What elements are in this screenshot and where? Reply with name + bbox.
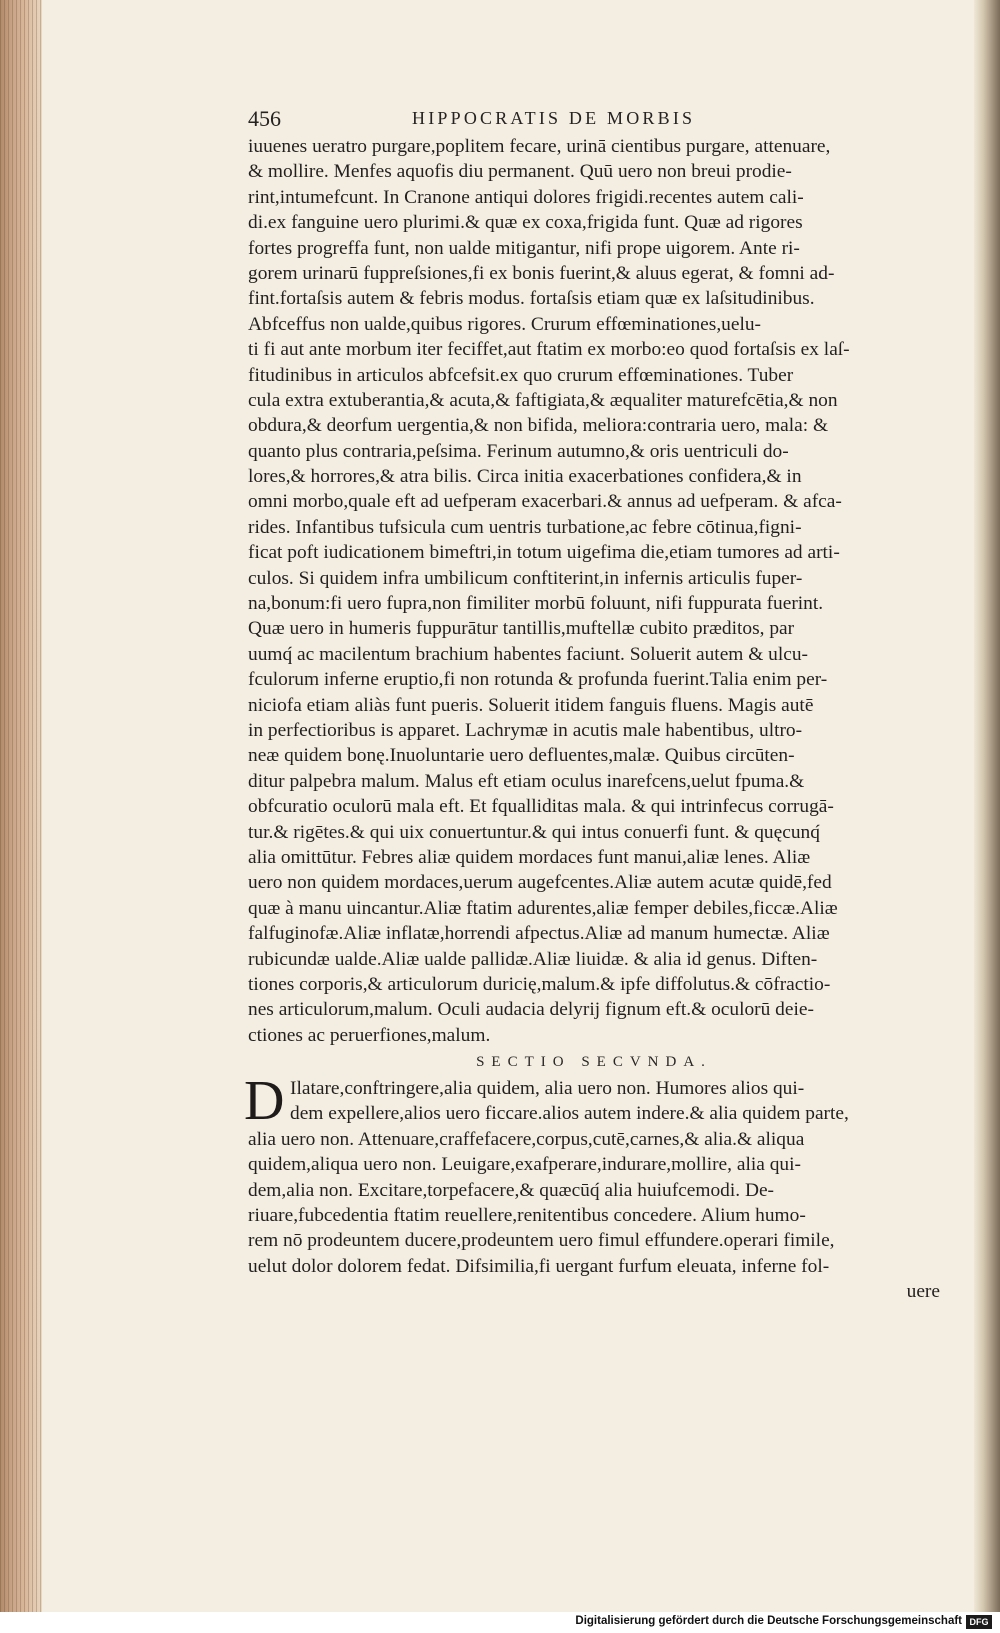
text-line: quæ à manu uincantur.Aliæ ftatim adurentes,aliæ femper debiles,ficcæ.Aliæ (248, 897, 838, 919)
page-text-block (244, 134, 940, 1305)
book-gutter-shadow (974, 0, 1000, 1612)
section-text-line: quidem,aliqua uero non. Leuigare,exafperare,indurare,mollire, alia qui- (248, 1154, 801, 1176)
text-line: culos. Si quidem infra umbilicum conftiterint,in infernis articulis fuper- (248, 567, 803, 589)
text-line: Abfceffus non ualde,quibus rigores. Crurum effœminationes,uelu- (248, 313, 762, 335)
text-line: uero non quidem mordaces,uerum augefcentes.Aliæ autem acutæ quidē,fed (248, 872, 832, 894)
footer-credit: Digitalisierung gefördert durch die Deutsche Forschungsgemeinschaft (575, 1615, 962, 1627)
text-line: rint,intumefcunt. In Cranone antiqui dolores frigidi.recentes autem cali- (248, 186, 804, 208)
text-line: ficat poft iudicationem bimeftri,in totum uigefima die,etiam tumores ad arti- (248, 542, 840, 564)
dfg-logo: DFG (966, 1615, 992, 1629)
text-line: nes articulorum,malum. Oculi audacia delyrij fignum eft.& oculorū deie- (248, 999, 814, 1021)
text-line: rides. Infantibus tufsicula cum uentris turbatione,ac febre cōtinua,figni- (248, 516, 802, 538)
text-line: niciofa etiam aliàs funt pueris. Soluerit itidem fanguis fluens. Magis autē (248, 694, 814, 716)
text-line: ditur palpebra malum. Malus eft etiam oculus inarefcens,uelut fpuma.& (248, 770, 805, 792)
section-text-line: rem nō prodeuntem ducere,prodeuntem uero fimul effundere.operari fimile, (248, 1230, 835, 1252)
book-page-edges (0, 0, 42, 1612)
text-line: omni morbo,quale eft ad uefperam exacerbari.& annus ad uefperam. & afca- (248, 491, 842, 513)
text-line: & mollire. Menfes aquofis diu permanent. Quū uero non breui prodie- (248, 161, 792, 183)
text-line: Quæ uero in humeris fuppurātur tantillis,muftellæ cubito præditos, par (248, 618, 795, 640)
text-line: rubicundæ ualde.Aliæ ualde pallidæ.Aliæ liuidæ. & alia id genus. Diften- (248, 948, 818, 970)
page-header (248, 104, 940, 132)
section-two-paragraph (244, 1070, 940, 1279)
text-line: gorem urinarū fuppreſsiones,fi ex bonis fuerint,& aluus egerat, & fomni ad- (248, 262, 835, 284)
text-line: fculorum inferne eruptio,fi non rotunda & profunda fuerint.Talia enim per- (248, 669, 828, 691)
text-line: cula extra extuberantia,& acuta,& faftigiata,& æqualiter maturefcētia,& non (248, 389, 838, 411)
text-line: quanto plus contraria,peſsima. Ferinum autumno,& oris uentriculi do- (248, 440, 789, 462)
text-line: fint.fortaſsis autem & febris modus. fortaſsis etiam quæ ex laſsitudinibus. (248, 288, 815, 310)
section-lines (248, 1076, 940, 1279)
text-line: falfuginofæ.Aliæ inflatæ,horrendi afpectus.Aliæ ad manum humectæ. Aliæ (248, 923, 830, 945)
running-title: HIPPOCRATIS DE MORBIS (412, 108, 696, 128)
text-line: di.ex fanguine uero plurimi.& quæ ex coxa,frigida funt. Quæ ad rigores (248, 212, 803, 234)
text-line: lores,& horrores,& atra bilis. Circa initia exacerbationes confidera,& in (248, 466, 802, 488)
section-text-line: alia uero non. Attenuare,craffefacere,corpus,cutē,carnes,& alia.& aliqua (248, 1128, 805, 1150)
digitization-footer (0, 1612, 1000, 1633)
text-line: neæ quidem bonę.Inuoluntarie uero defluentes,malæ. Quibus circūten- (248, 745, 795, 767)
text-line: obfcuratio oculorū mala eft. Et fqualliditas mala. & qui intrinfecus corrugā- (248, 796, 834, 818)
section-text-line: dem,alia non. Excitare,torpefacere,& quæcūq́ alia huiufcemodi. De- (248, 1179, 775, 1201)
text-line: fitudinibus in articulos abfcefsit.ex quo crurum effœminationes. Tuber (248, 364, 794, 386)
section-text-line: dem expellere,alios uero ficcare.alios autem indere.& alia quidem parte, (290, 1103, 849, 1125)
text-line: in perfectioribus is apparet. Lachrymæ in acutis male habentibus, ultro- (248, 719, 803, 741)
drop-cap-letter: D (244, 1070, 285, 1133)
section-heading: SECTIO SECVNDA. (476, 1054, 712, 1071)
text-line: na,bonum:fi uero fupra,non fimiliter morbū foluunt, nifi fuppurata fuerint. (248, 593, 824, 615)
text-line: iuuenes ueratro purgare,poplitem fecare, urinā cientibus purgare, attenuare, (248, 136, 831, 157)
section-text-line: Ilatare,conftringere,alia quidem, alia uero non. Humores alios qui- (290, 1078, 805, 1100)
section-text-line: riuare,fubcedentia ftatim reuellere,renitentibus concedere. Alium humo- (248, 1205, 806, 1227)
text-line: fortes progreffa funt, non ualde mitigantur, nifi prope uigorem. Ante ri- (248, 237, 800, 259)
text-line: alia omittūtur. Febres aliæ quidem mordaces funt manui,aliæ lenes. Aliæ (248, 846, 811, 868)
page-number: 456 (248, 106, 281, 131)
text-line: tur.& rigētes.& qui uix conuertuntur.& qui intus conuerfi funt. & quęcunq́ (248, 821, 820, 843)
text-line: uumq́ ac macilentum brachium habentes faciunt. Soluerit autem & ulcu- (248, 643, 808, 665)
section-text-line: uelut dolor dolorem fedat. Difsimilia,fi uergant furfum eleuata, inferne fol- (248, 1255, 830, 1277)
body-paragraphs (248, 134, 940, 1048)
catchword: uere (906, 1281, 940, 1303)
text-line: ctiones ac peruerfiones,malum. (248, 1024, 491, 1046)
text-line: obdura,& deorfum uergentia,& non bifida, meliora:contraria uero, mala: & (248, 415, 829, 437)
text-line: ti fi aut ante morbum iter feciffet,aut ftatim ex morbo:eo quod fortaſsis ex laſ- (248, 339, 850, 361)
text-line: tiones corporis,& articulorum duricię,malum.& ipfe diffolutus.& cōfractio- (248, 973, 831, 995)
